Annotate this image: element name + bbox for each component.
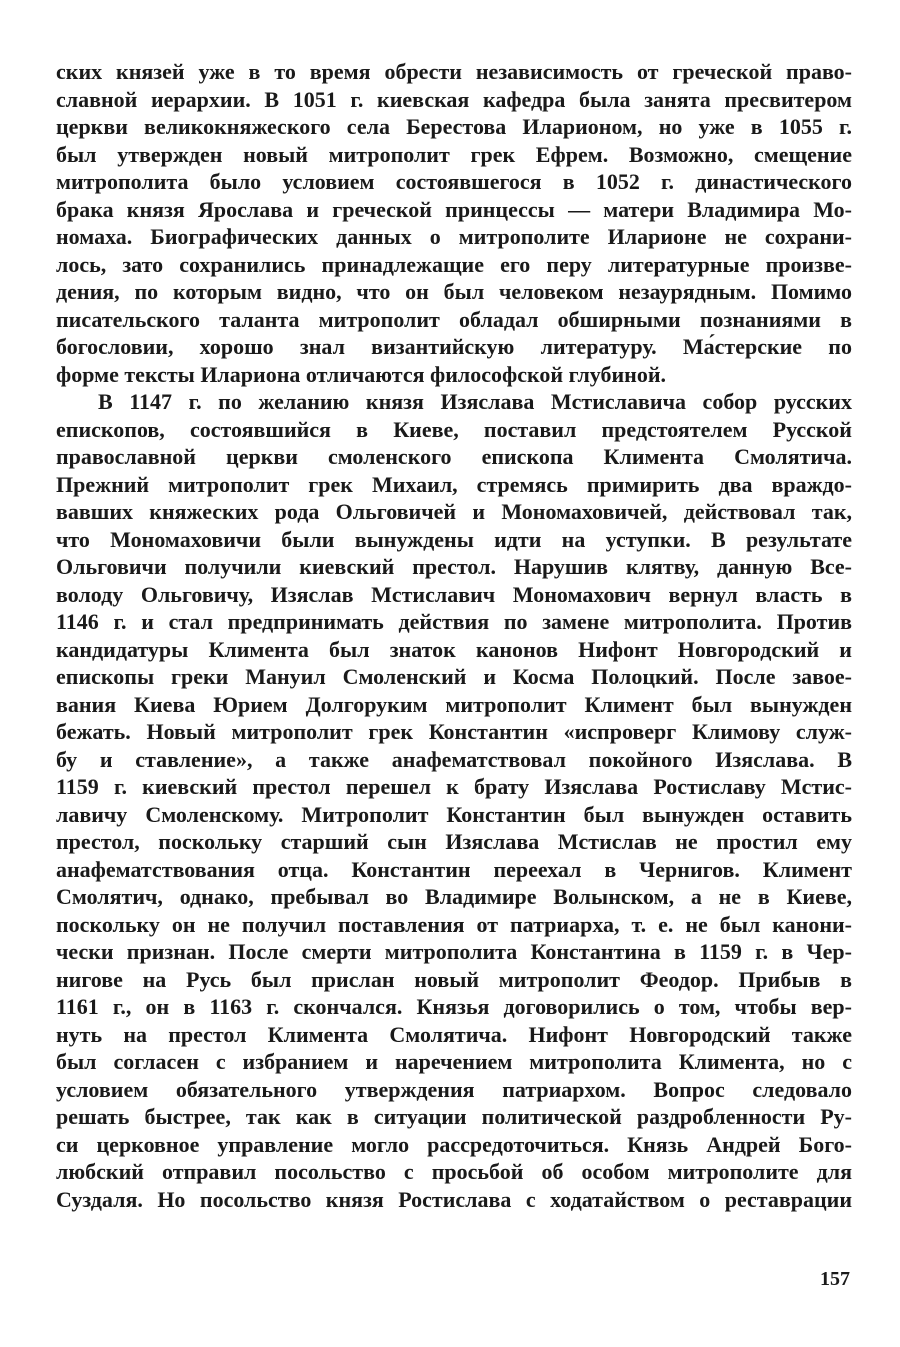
text-line: брака князя Ярослава и греческой принцессы — матери Владимира Мо- (56, 196, 852, 222)
text-line: бу и ставление», а также анафематствовал покойного Изяслава. В (56, 746, 852, 772)
text-line: вания Киева Юрием Долгоруким митрополит Климент был вынужден (56, 691, 852, 717)
text-line: В 1147 г. по желанию князя Изяслава Мстиславича собор русских (98, 389, 852, 414)
text-line: лось, зато сохранились принадлежащие его перу литературные произве- (56, 251, 852, 277)
text-line: дения, по которым видно, что он был человеком незаурядным. Помимо (56, 279, 852, 304)
text-line: богословии, хорошо знал византийскую литературу. Ма́стерские по (56, 334, 852, 359)
page-text (56, 58, 852, 1213)
text-line: православной церкви смоленского епископа Климента Смолятича. (56, 444, 852, 469)
text-line: Смолятич, однако, пребывал во Владимире Волынском, а не в Киеве, (56, 884, 852, 909)
text-line: Ольговичи получили киевский престол. Нарушив клятву, данную Все- (56, 554, 852, 579)
text-line: митрополита было условием состоявшегося в 1052 г. династического (56, 169, 852, 194)
text-line: лавичу Смоленскому. Митрополит Константин был вынужден оставить (56, 801, 852, 827)
text-line: что Мономаховичи были вынуждены идти на уступки. В результате (56, 526, 852, 552)
text-line: 1161 г., он в 1163 г. скончался. Князья договорились о том, чтобы вер- (56, 994, 852, 1019)
text-line: решать быстрее, так как в ситуации политической раздробленности Ру- (56, 1104, 852, 1129)
text-line: поскольку он не получил поставления от патриарха, т. е. не был канони- (56, 911, 852, 937)
text-line: си церковное управление могло рассредоточиться. Князь Андрей Бого- (56, 1131, 852, 1157)
text-line: володу Ольговичу, Изяслав Мстиславич Мономахович вернул власть в (56, 581, 852, 607)
text-line: церкви великокняжеского села Берестова Иларионом, но уже в 1055 г. (56, 114, 852, 139)
text-line: вавших княжеских рода Ольговичей и Мономаховичей, действовал так, (56, 499, 852, 524)
text-line: нигове на Русь был прислан новый митрополит Феодор. Прибыв в (56, 966, 852, 992)
text-line: престол, поскольку старший сын Изяслава Мстислав не простил ему (56, 829, 852, 854)
text-line: нуть на престол Климента Смолятича. Нифонт Новгородский также (56, 1021, 852, 1047)
text-line: епископов, состоявшийся в Киеве, поставил предстоятелем Русской (56, 416, 852, 442)
paragraph-2 (56, 388, 852, 1213)
text-line: условием обязательного утверждения патриархом. Вопрос следовало (56, 1076, 852, 1102)
text-line: был утвержден новый митрополит грек Ефрем. Возможно, смещение (56, 141, 852, 167)
text-line: Прежний митрополит грек Михаил, стремясь примирить два враждо- (56, 471, 852, 497)
text-line: славной иерархии. В 1051 г. киевская кафедра была занята пресвитером (56, 86, 852, 112)
text-line: писательского таланта митрополит обладал обширными познаниями в (56, 306, 852, 332)
text-line: был согласен с избранием и наречением митрополита Климента, но с (56, 1049, 852, 1074)
text-line: кандидатуры Климента был знаток канонов Нифонт Новгородский и (56, 636, 852, 662)
page-number: 157 (820, 1268, 850, 1290)
text-line: форме тексты Илариона отличаются философской глубиной. (56, 361, 667, 387)
paragraph-1 (56, 58, 852, 388)
text-line: чески признан. После смерти митрополита Константина в 1159 г. в Чер- (56, 939, 852, 964)
text-line: номаха. Биографических данных о митрополите Иларионе не сохрани- (56, 224, 852, 249)
text-line: 1146 г. и стал предпринимать действия по замене митрополита. Против (56, 609, 852, 634)
text-line: епископы греки Мануил Смоленский и Косма Полоцкий. После завое- (56, 664, 852, 689)
text-line: 1159 г. киевский престол перешел к брату Изяслава Ростиславу Мстис- (56, 774, 852, 799)
text-line: Суздаля. Но посольство князя Ростислава с ходатайством о реставрации (56, 1186, 852, 1212)
text-line: бежать. Новый митрополит грек Константин «испроверг Климову служ- (56, 719, 852, 744)
text-line: ских князей уже в то время обрести независимость от греческой право- (56, 59, 852, 84)
text-line: анафематствования отца. Константин переехал в Чернигов. Климент (56, 856, 852, 882)
text-line: любский отправил посольство с просьбой об особом митрополите для (56, 1159, 852, 1184)
